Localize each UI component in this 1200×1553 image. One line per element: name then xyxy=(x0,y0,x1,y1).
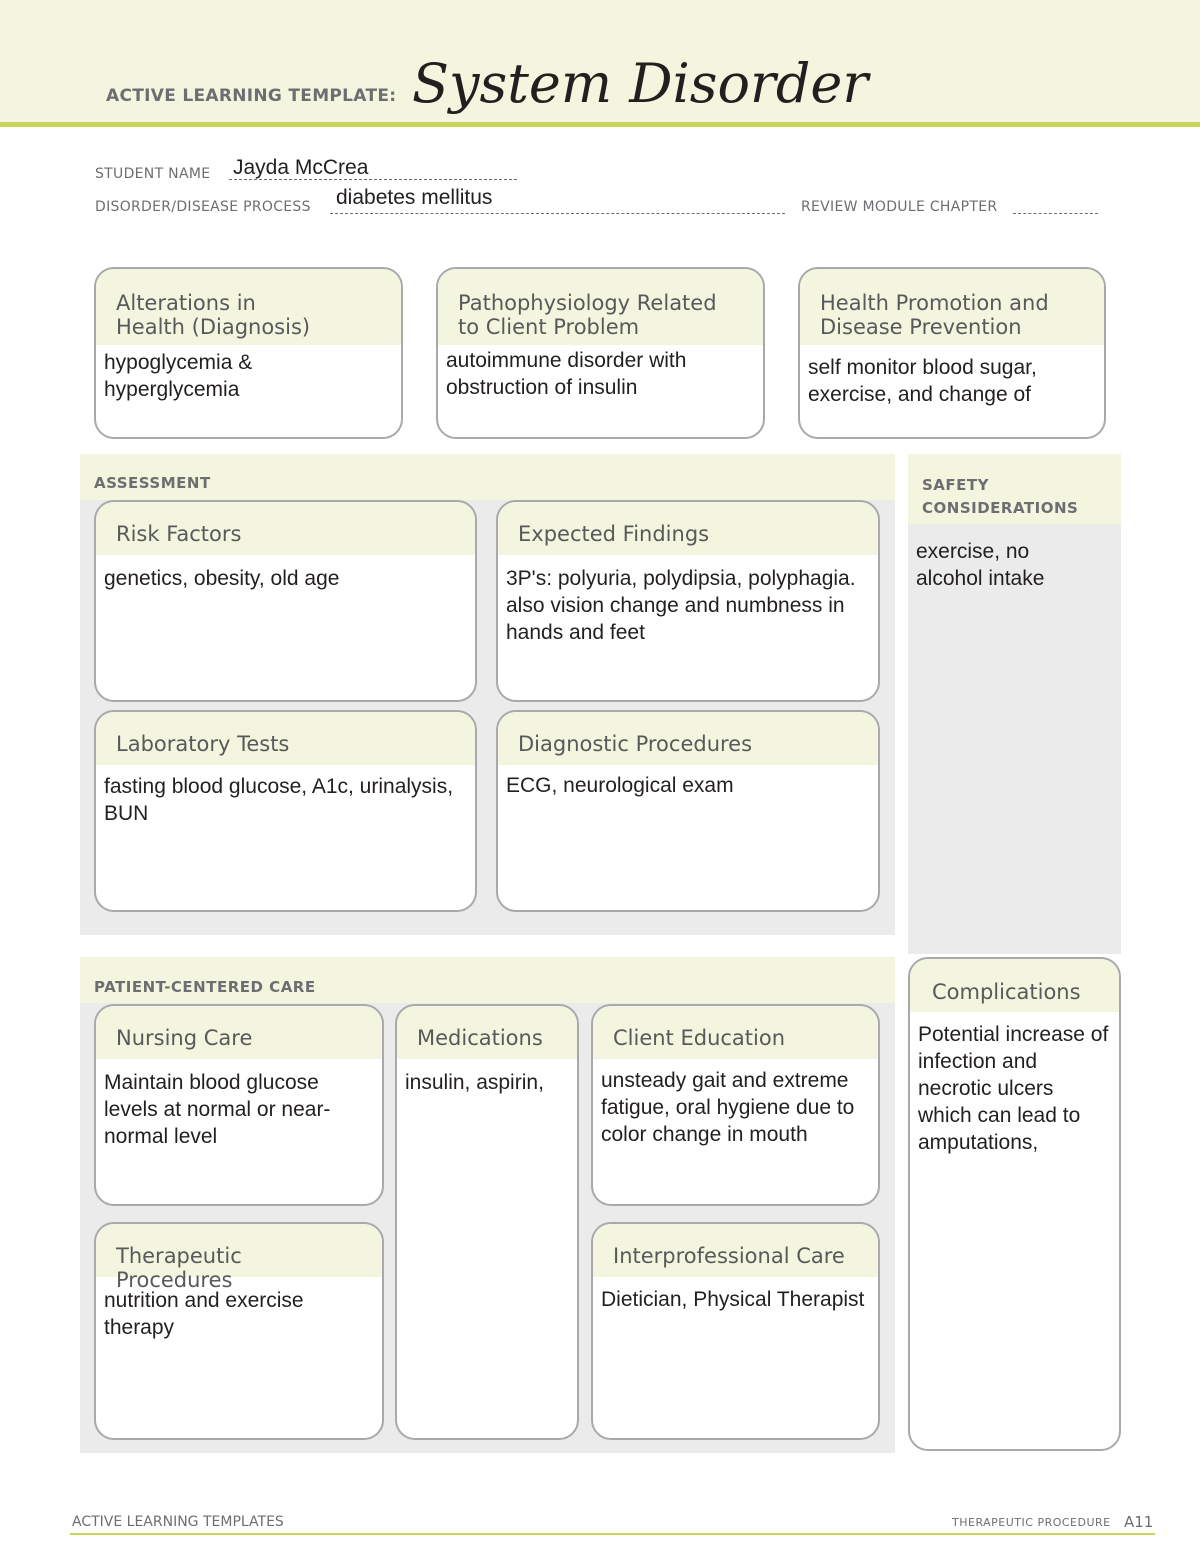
student-name-field[interactable]: Jayda McCrea xyxy=(233,156,369,179)
template-label: ACTIVE LEARNING TEMPLATE: xyxy=(106,86,397,106)
alterations-field[interactable]: hypoglycemia & hyperglycemia xyxy=(104,351,253,401)
alterations-title xyxy=(96,269,401,345)
therapeutic-procedures-title: Therapeutic Procedures xyxy=(96,1224,382,1277)
pathophysiology-title xyxy=(438,269,763,345)
client-education-box xyxy=(591,1004,880,1206)
header-rule xyxy=(0,122,1200,127)
laboratory-tests-title: Laboratory Tests xyxy=(96,712,475,765)
safety-panel xyxy=(908,454,1121,954)
disorder-field[interactable]: diabetes mellitus xyxy=(336,186,493,209)
safety-title-line1: SAFETY xyxy=(922,476,989,494)
safety-field[interactable]: exercise, no alcohol intake xyxy=(916,540,1045,590)
pathophysiology-title-line1: Pathophysiology Related xyxy=(458,291,717,315)
safety-title xyxy=(922,474,1078,520)
risk-factors-field[interactable]: genetics, obesity, old age xyxy=(104,567,340,590)
nursing-care-title: Nursing Care xyxy=(96,1006,382,1059)
alterations-box xyxy=(94,267,403,439)
patient-care-title: PATIENT-CENTERED CARE xyxy=(94,978,316,996)
client-education-title: Client Education xyxy=(593,1006,878,1059)
pathophysiology-box xyxy=(436,267,765,439)
interprofessional-care-title: Interprofessional Care xyxy=(593,1224,878,1277)
therapeutic-procedures-field[interactable]: nutrition and exercise therapy xyxy=(104,1289,304,1339)
footer-right: THERAPEUTIC PROCEDURE xyxy=(952,1516,1111,1529)
diagnostic-procedures-field[interactable]: ECG, neurological exam xyxy=(506,774,734,797)
review-module-label: REVIEW MODULE CHAPTER xyxy=(801,199,998,215)
laboratory-tests-box xyxy=(94,710,477,912)
template-title: System Disorder xyxy=(412,52,869,115)
health-promotion-title-line1: Health Promotion and xyxy=(820,291,1049,315)
expected-findings-box xyxy=(496,500,880,702)
assessment-title: ASSESSMENT xyxy=(94,474,211,492)
disorder-label: DISORDER/DISEASE PROCESS xyxy=(95,199,311,215)
page-number: A11 xyxy=(1124,1513,1154,1531)
diagnostic-procedures-box xyxy=(496,710,880,912)
risk-factors-box xyxy=(94,500,477,702)
nursing-care-box xyxy=(94,1004,384,1206)
diagnostic-procedures-title: Diagnostic Procedures xyxy=(498,712,878,765)
interprofessional-care-box xyxy=(591,1222,880,1440)
client-education-field[interactable]: unsteady gait and extreme fatigue, oral hygiene due to color change in mouth xyxy=(601,1069,855,1146)
pathophysiology-field[interactable]: autoimmune disorder with obstruction of insulin xyxy=(446,349,687,399)
expected-findings-field[interactable]: 3P's: polyuria, polydipsia, polyphagia. also vision change and numbness in hands and feet xyxy=(506,567,856,644)
footer-left: ACTIVE LEARNING TEMPLATES xyxy=(72,1514,284,1530)
complications-title: Complications xyxy=(910,959,1119,1012)
safety-title-line2: CONSIDERATIONS xyxy=(922,499,1079,517)
health-promotion-field[interactable]: self monitor blood sugar, exercise, and change of xyxy=(808,356,1037,406)
health-promotion-title-line2: Disease Prevention xyxy=(820,315,1022,339)
alterations-title-line1: Alterations in xyxy=(116,291,256,315)
disorder-line xyxy=(330,212,785,214)
interprofessional-care-field[interactable]: Dietician, Physical Therapist xyxy=(601,1288,865,1311)
health-promotion-box xyxy=(798,267,1106,439)
therapeutic-procedures-box xyxy=(94,1222,384,1440)
medications-field[interactable]: insulin, aspirin, xyxy=(405,1071,544,1094)
risk-factors-title: Risk Factors xyxy=(96,502,475,555)
review-module-field[interactable] xyxy=(1013,212,1098,214)
alterations-title-line2: Health (Diagnosis) xyxy=(116,315,311,339)
health-promotion-title xyxy=(800,269,1104,345)
complications-field[interactable]: Potential increase of infection and necrotic ulcers which can lead to amputations, xyxy=(918,1023,1109,1154)
medications-box xyxy=(395,1004,579,1440)
laboratory-tests-field[interactable]: fasting blood glucose, A1c, urinalysis, BUN xyxy=(104,775,454,825)
medications-title: Medications xyxy=(397,1006,577,1059)
nursing-care-field[interactable]: Maintain blood glucose levels at normal or near-normal level xyxy=(104,1071,331,1148)
footer-rule xyxy=(70,1533,1155,1535)
student-name-label: STUDENT NAME xyxy=(95,166,211,182)
complications-box xyxy=(908,957,1121,1451)
expected-findings-title: Expected Findings xyxy=(498,502,878,555)
pathophysiology-title-line2: to Client Problem xyxy=(458,315,640,339)
